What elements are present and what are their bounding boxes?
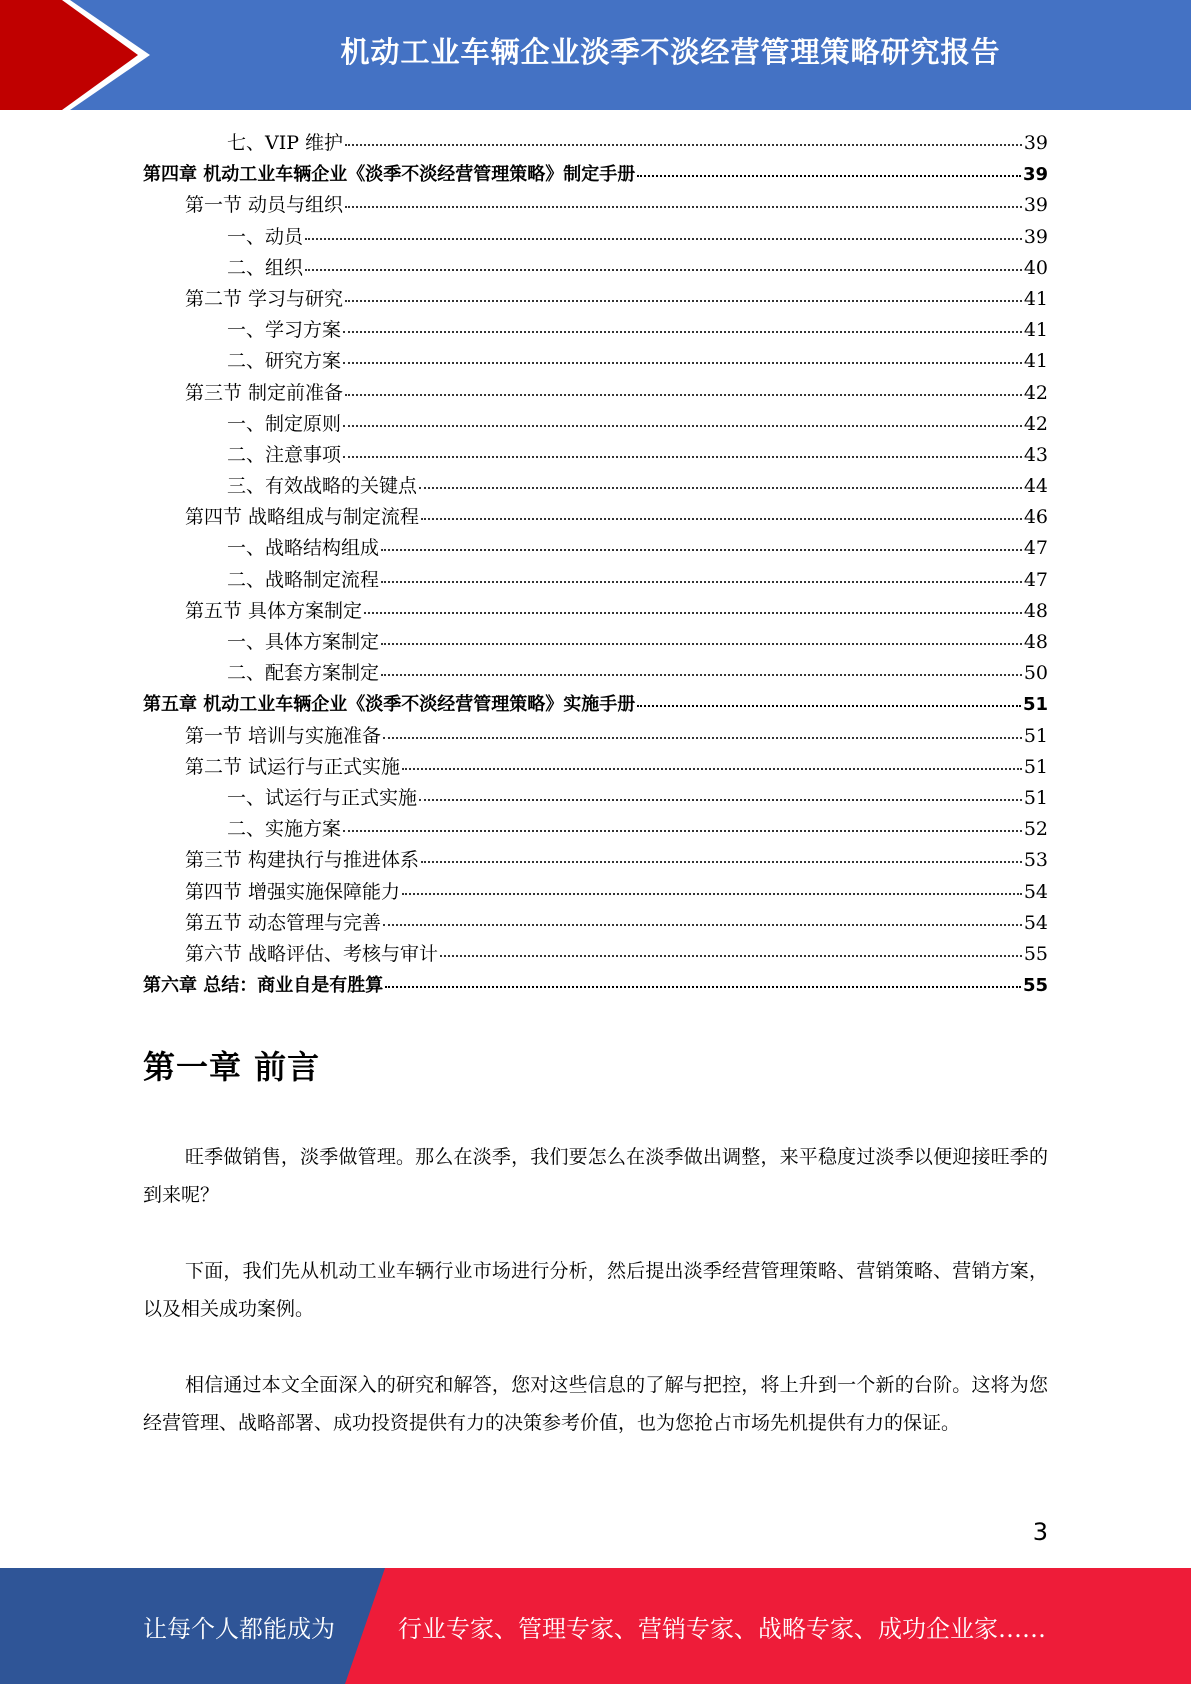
- toc-entry-label: 二、配套方案制定: [227, 662, 380, 685]
- toc-entry-item[interactable]: [143, 533, 1048, 564]
- intro-paragraph-1: 旺季做销售，淡季做管理。那么在淡季，我们要怎么在淡季做出调整，来平稳度过淡季以便迎接旺季的到来呢？: [143, 1146, 1048, 1206]
- toc-entry-item[interactable]: [143, 783, 1048, 814]
- toc-entry-page: 55: [1023, 942, 1048, 965]
- toc-entry-label: 第六章 总结：商业自是有胜算: [143, 975, 384, 997]
- toc-entry-page: 41: [1023, 287, 1048, 310]
- toc-dot-leader: [381, 643, 1022, 645]
- toc-entry-section[interactable]: [143, 190, 1048, 221]
- toc-entry-page: 47: [1023, 537, 1048, 560]
- toc-entry-page: 50: [1023, 662, 1048, 685]
- toc-dot-leader: [345, 300, 1022, 302]
- toc-entry-label: 二、战略制定流程: [227, 568, 380, 591]
- document-title: 机动工业车辆企业淡季不淡经营管理策略研究报告: [340, 34, 1001, 69]
- toc-entry-page: 51: [1023, 786, 1048, 809]
- intro-paragraph-3: 相信通过本文全面深入的研究和解答，您对这些信息的了解与把控，将上升到一个新的台阶。这将为您经营管理、战略部署、成功投资提供有力的决策参考价值，也为您抢占市场先机提供有力的保证。: [143, 1374, 1048, 1434]
- toc-dot-leader: [402, 768, 1022, 770]
- toc-dot-leader: [440, 955, 1022, 957]
- toc-entry-page: 47: [1023, 568, 1048, 591]
- toc-entry-item[interactable]: [143, 658, 1048, 689]
- toc-entry-page: 39: [1023, 225, 1048, 248]
- toc-entry-label: 一、具体方案制定: [227, 631, 380, 653]
- page-number: 3: [1032, 1518, 1048, 1546]
- toc-entry-label: 二、组织: [227, 256, 304, 279]
- toc-dot-leader: [305, 238, 1022, 240]
- toc-entry-section[interactable]: [143, 502, 1048, 533]
- toc-entry-section[interactable]: [143, 596, 1048, 627]
- toc-entry-section[interactable]: [143, 908, 1048, 939]
- toc-entry-label: 二、注意事项: [227, 443, 342, 466]
- toc-entry-page: 39: [1022, 164, 1048, 186]
- toc-entry-item[interactable]: [143, 627, 1048, 658]
- toc-entry-label: 三、有效战略的关键点: [227, 475, 418, 498]
- toc-entry-item[interactable]: [143, 440, 1048, 471]
- toc-dot-leader: [419, 799, 1022, 801]
- toc-entry-item[interactable]: [143, 222, 1048, 253]
- toc-dot-leader: [419, 487, 1022, 489]
- toc-entry-chapter[interactable]: [143, 970, 1048, 1001]
- toc-entry-label: 第一节 培训与实施准备: [185, 724, 382, 747]
- footer-slogan-right: 行业专家、管理专家、营销专家、战略专家、成功企业家……: [398, 1614, 1046, 1643]
- toc-dot-leader: [345, 394, 1022, 396]
- toc-dot-leader: [364, 612, 1022, 614]
- toc-entry-section[interactable]: [143, 721, 1048, 752]
- toc-dot-leader: [305, 269, 1022, 271]
- toc-entry-page: 42: [1023, 381, 1048, 404]
- toc-entry-item[interactable]: [143, 128, 1048, 159]
- toc-dot-leader: [381, 581, 1022, 583]
- toc-entry-section[interactable]: [143, 284, 1048, 315]
- toc-entry-page: 52: [1023, 818, 1048, 841]
- toc-entry-item[interactable]: [143, 409, 1048, 440]
- toc-dot-leader: [402, 893, 1022, 895]
- toc-entry-page: 54: [1023, 911, 1048, 934]
- toc-dot-leader: [381, 549, 1022, 551]
- toc-entry-label: 第四节 增强实施保障能力: [185, 880, 401, 903]
- toc-dot-leader: [637, 175, 1021, 177]
- toc-entry-label: 一、试运行与正式实施: [227, 786, 418, 809]
- toc-dot-leader: [385, 986, 1021, 988]
- toc-dot-leader: [343, 830, 1022, 832]
- toc-entry-item[interactable]: [143, 471, 1048, 502]
- chapter-heading: 第一章 前言: [143, 1048, 321, 1086]
- toc-entry-label: 一、制定原则: [227, 412, 342, 435]
- toc-entry-page: 54: [1023, 880, 1048, 903]
- toc-entry-page: 42: [1023, 412, 1048, 435]
- toc-entry-section[interactable]: [143, 378, 1048, 409]
- toc-entry-label: 第二节 试运行与正式实施: [185, 755, 401, 778]
- toc-entry-section[interactable]: [143, 845, 1048, 876]
- toc-entry-page: 55: [1022, 975, 1048, 997]
- toc-entry-chapter[interactable]: [143, 159, 1048, 190]
- intro-paragraph-2: 下面，我们先从机动工业车辆行业市场进行分析，然后提出淡季经营管理策略、营销策略、营销方案，以及相关成功案例。: [143, 1260, 1048, 1320]
- toc-dot-leader: [421, 518, 1022, 520]
- toc-entry-label: 一、学习方案: [227, 319, 342, 342]
- toc-entry-label: 第三节 构建执行与推进体系: [185, 849, 420, 872]
- toc-entry-page: 41: [1023, 350, 1048, 373]
- toc-entry-label: 二、研究方案: [227, 350, 342, 373]
- toc-dot-leader: [637, 705, 1021, 707]
- toc-entry-page: 44: [1023, 475, 1048, 498]
- toc-entry-label: 第五章 机动工业车辆企业《淡季不淡经营管理策略》实施手册: [143, 694, 636, 716]
- toc-entry-label: 七、VIP 维护: [227, 132, 344, 154]
- toc-dot-leader: [343, 362, 1022, 364]
- toc-entry-page: 43: [1023, 443, 1048, 466]
- footer-slogan-left: 让每个人都能成为: [143, 1614, 335, 1643]
- toc-entry-page: 51: [1023, 755, 1048, 778]
- toc-dot-leader: [345, 206, 1022, 208]
- toc-entry-label: 第四章 机动工业车辆企业《淡季不淡经营管理策略》制定手册: [143, 164, 636, 186]
- toc-entry-label: 第五节 动态管理与完善: [185, 911, 382, 934]
- page-footer: [0, 1568, 1191, 1684]
- toc-entry-page: 48: [1023, 631, 1048, 653]
- toc-entry-item[interactable]: [143, 346, 1048, 377]
- toc-entry-section[interactable]: [143, 939, 1048, 970]
- toc-entry-label: 第六节 战略评估、考核与审计: [185, 942, 439, 965]
- toc-entry-page: 39: [1023, 194, 1048, 217]
- toc-entry-chapter[interactable]: [143, 689, 1048, 720]
- toc-entry-page: 51: [1023, 724, 1048, 747]
- toc-entry-section[interactable]: [143, 752, 1048, 783]
- toc-entry-page: 51: [1022, 694, 1048, 716]
- toc-dot-leader: [381, 674, 1022, 676]
- toc-entry-label: 一、战略结构组成: [227, 537, 380, 560]
- toc-dot-leader: [343, 425, 1022, 427]
- toc-entry-label: 第四节 战略组成与制定流程: [185, 506, 420, 529]
- table-of-contents: [143, 128, 1048, 1001]
- toc-dot-leader: [345, 144, 1022, 146]
- page-header: [0, 0, 1191, 110]
- toc-entry-label: 第二节 学习与研究: [185, 287, 344, 310]
- toc-entry-item[interactable]: [143, 565, 1048, 596]
- toc-dot-leader: [343, 456, 1022, 458]
- toc-entry-label: 第一节 动员与组织: [185, 194, 344, 217]
- toc-entry-label: 一、动员: [227, 225, 304, 248]
- toc-entry-page: 40: [1023, 256, 1048, 279]
- toc-entry-item[interactable]: [143, 253, 1048, 284]
- toc-entry-section[interactable]: [143, 877, 1048, 908]
- toc-entry-label: 二、实施方案: [227, 818, 342, 841]
- toc-entry-page: 46: [1023, 506, 1048, 529]
- toc-entry-item[interactable]: [143, 814, 1048, 845]
- toc-entry-label: 第三节 制定前准备: [185, 381, 344, 404]
- toc-dot-leader: [421, 861, 1022, 863]
- toc-entry-page: 53: [1023, 849, 1048, 872]
- toc-dot-leader: [343, 331, 1022, 333]
- toc-dot-leader: [383, 737, 1022, 739]
- toc-dot-leader: [383, 924, 1022, 926]
- toc-entry-item[interactable]: [143, 315, 1048, 346]
- toc-entry-page: 48: [1023, 599, 1048, 622]
- toc-entry-page: 41: [1023, 319, 1048, 342]
- toc-entry-page: 39: [1023, 132, 1048, 154]
- toc-entry-label: 第五节 具体方案制定: [185, 599, 363, 622]
